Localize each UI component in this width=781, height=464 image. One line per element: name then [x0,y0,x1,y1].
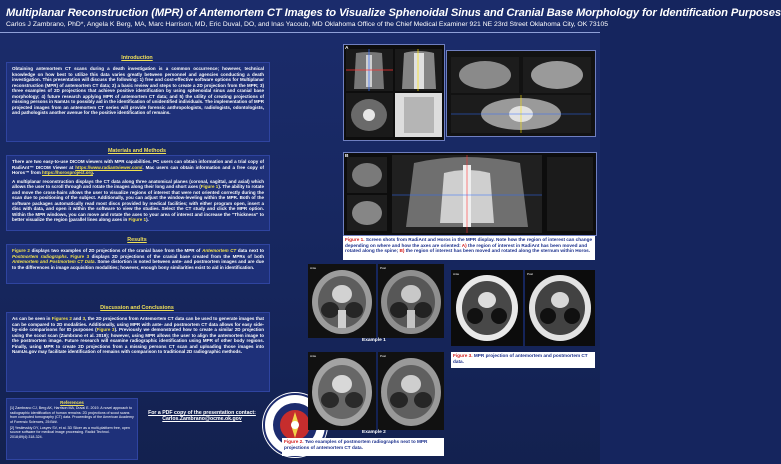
figure-1-caption-text: Screen shots from RadiAnt and Horos in the MPR display. Note how the region of interest can change depending on where and how the axes are oriented: [345,237,593,248]
references-heading: References [60,400,84,405]
figure-3-antemortem-image [451,270,523,346]
results-span: . Some distortion is noted between ante- and postmortem images and are due to the differences in image acquisition modalities; however, enough bony similarities exist to aid in identification. [12,259,265,270]
results-emphasis: Antemortem and Postmortem CT Data [12,259,95,264]
methods-text: . Mac users can obtain information and a free copy of Horos™ from [12,164,264,175]
figure-2-tag: Post [380,354,387,358]
methods-paragraph-2 [12,179,264,223]
results-span: displays two examples of 2D projections of the cranial base from the MPR of [29,248,203,253]
results-panel [6,244,270,284]
results-span: . [66,253,71,259]
figure-reference: Figure 3 [96,327,115,332]
reference-item: [2] Yesilevskiy DY, Losyev SV, et al. 3D Slicer as a multi-platform free, open source software for medical image processing. Radiol Technol. 2018;89(4):318-324. [10,426,130,439]
figure-1-caption [343,236,595,260]
figure-3-tag: Post [527,272,534,276]
methods-text: A multiplanar reconstruction displays the CT data along three anatomical planes (coronal, sagittal, and axial) which allows the user to scroll through and rotate the images along their long and short axes ( [12,178,264,189]
methods-heading: Materials and Methods [107,148,167,154]
contact-block [147,410,257,422]
figure-2-tag: Ante [310,266,317,270]
figure-1-label-b: B [345,154,349,159]
figure-1-caption-a: A) [461,242,467,248]
figure-1-caption-a-text: the region of interest in RadiAnt has been moved and rotated along the spine; [345,242,588,254]
discussion-span: As can be seen in [12,316,52,321]
results-span: data next to [236,248,264,253]
figure-3-tag: Ante [453,272,460,276]
figure-2-caption-text: Two examples of postmortem radiographs next to MPR projections of antemortem CT data. [284,439,428,450]
figure-2-tag: Post [380,266,387,270]
figure-3-caption-text: MPR projection of antemortem and postmortem CT data. [453,353,588,364]
poster-authors: Carlos J Zambrano, PhD*, Angela K Berg, MA, Marc Harrison, MD, Eric Duval, DO, and Inas Yacoub, MD Oklahoma Office of the Chief Medical Examiner 921 NE 23rd Street Oklahoma City, OK 73105 [6,21,609,28]
figure-reference: Figure 1 [128,217,147,222]
methods-paragraph-1 [12,159,264,176]
figure-1-panel-a [343,44,445,141]
figure-2-caption [282,438,444,456]
figure-1-panel-b [343,152,597,236]
figure-2-example-2-label: Example 2 [362,430,386,435]
discussion-panel [6,312,270,392]
figure-1-caption-b: B) [399,248,405,254]
figure-1-caption-b-text: the region of interest has been moved and rotated along the sternum within Horos. [404,248,591,254]
figure-reference: Figure 2 [12,248,30,253]
figure-3-caption-label: Figure 3. [453,353,473,358]
figure-2-tag: Ante [310,354,317,358]
references-panel [6,398,138,460]
methods-text: ). [146,217,149,222]
figure-3-caption [451,352,595,368]
figure-2-example-2-antemortem-image [308,352,376,430]
radiant-link[interactable]: https://www.radiantviewer.com/ [75,164,143,170]
figure-reference: Figure 1 [200,184,219,189]
figure-1-caption-label: Figure 1. [345,237,365,242]
introduction-heading: Introduction [121,55,153,61]
methods-text: There are two easy-to-use DICOM viewers with MPR capabilities. PC users can obtain information and a trial copy of RadiAnt™ DICOM Viewer at [12,159,264,170]
results-heading: Results [127,237,147,243]
figure-reference: 3 [82,316,86,321]
contact-text: For a PDF copy of the presentation contact: [148,410,256,416]
header-divider [0,32,600,33]
methods-text: . [93,170,95,175]
discussion-span: , the 2D projections from Antemortem CT data can be used to generate images that can be compared to 2D modalities. Additionally, using MPR with ante- and postmortem CT data allows for easy side-by-side comparisons for ID purposes ( [12,316,264,332]
discussion-heading: Discussion and Conclusions [100,305,174,311]
introduction-text: Obtaining antemortem CT scans during a death investigation is a common occurrence; however, technical knowledge on how best to utilize this data varies greatly between personnel and agencies conducting a death investigation. This presentation will discuss the following: 1) free and cost-effective software options for Multiplanar reconstruction (MPR) of antemortem CT data; 2) a basic review and steps to create a 2D projection from the MPR; 3) three examples of 2D projections that achieve positive identification by using sphenoidal sinus and cranial base morphology; 4) future research applying MPR of antemortem CT data; and 5) the utility of creating projections of missing persons in NamUs to possibly aid in the identification of unidentified individuals. The implementation of MPR projected images from an antemortem CT series will provide forensic anthropologists, radiologists, odontologists, and pathologists another avenue for the positive identification of remains. [12,66,264,115]
results-emphasis: Postmortem radiographs [12,253,67,259]
figure-2-example-1-antemortem-image [308,264,376,338]
figure-1-label-a: A [345,46,349,51]
figure-1-panel-a-views [446,50,596,137]
methods-text: ). The ability to rotate and move the cross-hairs allows the user to visualize regions of interest that were not oriented correctly during the scan due to positioning of the subject. Additionally, you can adjust the window-leveling within the MPR. Both of the software packages automatically read most discs provided by medical facilities; with either program open, insert a disc with data, and open it within the software to view the studies. Select the CT study and click the MPR option. Within the MPR windows, you can move and rotate the axes to your area of interest and increase the "Thickness" to better visualize the region (parallel lines along axes in [12,184,264,222]
figure-2-example-1-postmortem-image [378,264,444,338]
discussion-text [12,316,264,355]
results-emphasis: Antemortem CT [202,248,237,253]
figure-2-caption-label: Figure 2. [284,439,304,444]
figure-2-example-1-label: Example 1 [362,338,386,343]
poster-title: Multiplanar Reconstruction (MPR) of Antemortem CT Images to Visualize Sphenoidal Sinus and Cranial Base Morphology for Identification Purposes [6,7,781,19]
introduction-panel [6,62,270,142]
horos-link[interactable]: https://horosproject.org [42,170,94,175]
figure-3-postmortem-image [525,270,595,346]
figure-2-example-2-postmortem-image [378,352,444,430]
figure-reference: Figures 2 [51,316,72,321]
figure-reference: Figure 3 [70,253,90,259]
contact-email-link[interactable]: Carlos.Zambrano@ocme.ok.gov [162,416,242,423]
results-span: displays 2D projections of the cranial base created from the MPRs of both [89,253,264,259]
methods-panel [6,155,270,231]
discussion-span: and [71,316,83,321]
discussion-span: ). Previously we demonstrated how to create a similar 2D projection using the scout scan (Zambrano et al. 2019); however, using MPR allows the user to align the antemortem image to the postmortem image. Future research will examine radiographic identification using MPR of other body regions. Finally, using MPR to create 2D projections from a missing persons CT scan and uploading those images into NamUs.gov may facilitate identification of remains with comparison to traditional 2D radiographic methods. [12,327,264,354]
results-text [12,248,264,270]
reference-item: [1] Zambrano CJ, Berg AK, Harrison MA, Duval E. 2019. A novel approach to radiographic identification of human remains: 2D projections of scout scans from computed tomography (CT) data. Proceedings of the American Academy of Forensic Sciences, 25:B##. [10,406,134,424]
